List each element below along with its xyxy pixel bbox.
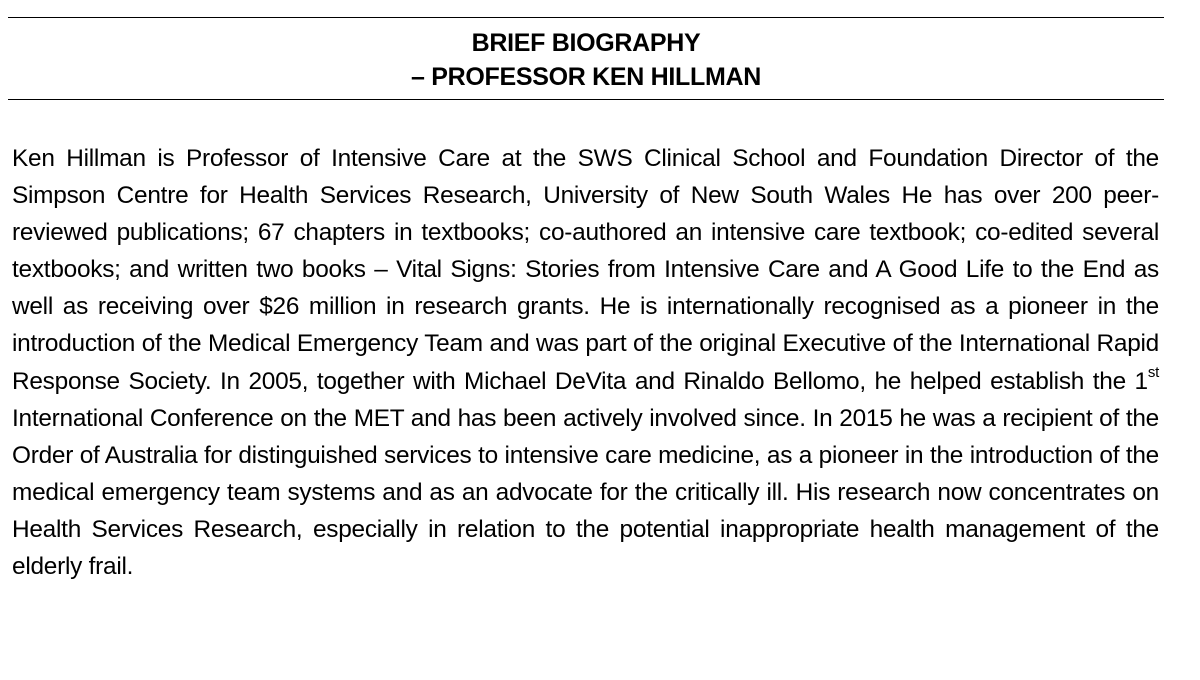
top-rule xyxy=(8,17,1164,18)
biography-text-part2: International Conference on the MET and has been actively involved since. In 2015 he was a recipient of the Order of Australia for distinguished services to intensive care medicine, as a pioneer in the introduction of the medical emergency team systems and as an advocate for the critically ill. His research now concentrates on Health Services Research, especially in relation to the potential inappropriate health management of the elderly frail. xyxy=(12,404,1159,581)
heading-subtitle: – PROFESSOR KEN HILLMAN xyxy=(410,63,762,91)
heading-title: BRIEF BIOGRAPHY xyxy=(471,29,701,57)
ordinal-superscript: st xyxy=(1147,364,1159,382)
biography-text-part1: Ken Hillman is Professor of Intensive Care at the SWS Clinical School and Foundation Director of the Simpson Centre for Health Services Research, University of New South Wales He has over 200 peer-reviewed publications; 67 chapters in textbooks; co-authored an intensive care textbook; co-edited several textbooks; and written two books – Vital Signs: Stories from Intensive Care and A Good Life to the End as well as receiving over $26 million in research grants. He is internationally recognised as a pioneer in the introduction of the Medical Emergency Team and was part of the original Executive of the International Rapid Response Society. In 2005, together with Michael DeVita and Rinaldo Bellomo, he helped establish the 1 xyxy=(12,145,1159,395)
bottom-rule xyxy=(8,99,1164,100)
biography-paragraph xyxy=(12,140,1159,585)
document-heading xyxy=(8,26,1164,94)
